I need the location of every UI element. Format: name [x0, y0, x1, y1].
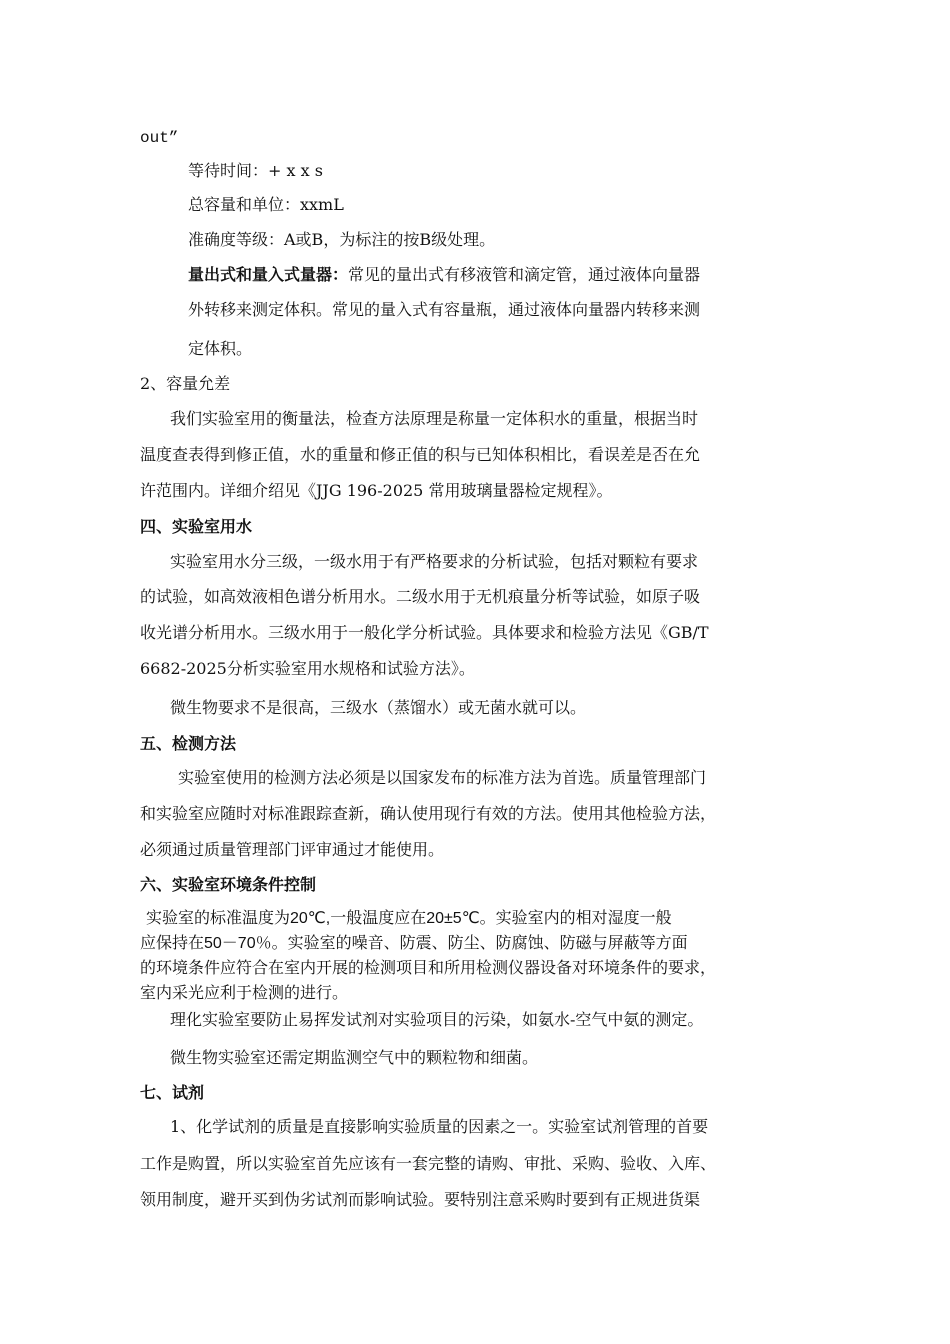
- text-line: 工作是购置，所以实验室首先应该有一套完整的请购、审批、采购、验收、入库、: [140, 1154, 717, 1173]
- text-line: 微生物要求不是很高，三级水（蒸馏水）或无菌水就可以。: [170, 698, 587, 717]
- term-heading: 量出式和量入式量器：: [188, 265, 349, 284]
- text-line: 总容量和单位：xxmL: [188, 195, 344, 214]
- text-line: 等待时间：+ x x s: [188, 161, 323, 180]
- text-line: 的试验，如高效液相色谱分析用水。二级水用于无机痕量分析等试验，如原子吸: [140, 587, 701, 606]
- text-line: 定体积。: [188, 339, 253, 358]
- text-line: 室内采光应利于检测的进行。: [140, 985, 349, 1002]
- text-line: 理化实验室要防止易挥发试剂对实验项目的污染，如氨水-空气中氨的测定。: [170, 1010, 704, 1029]
- text-line: 应保持在50－70％。实验室的噪音、防震、防尘、防腐蚀、防磁与屏蔽等方面: [140, 935, 688, 952]
- text-line: 实验室的标准温度为20℃,一般温度应在20±5℃。实验室内的相对湿度一般: [146, 910, 672, 927]
- text-line: 我们实验室用的衡量法，检查方法原理是称量一定体积水的重量，根据当时: [170, 409, 699, 428]
- text-line: 微生物实验室还需定期监测空气中的颗粒物和细菌。: [170, 1048, 539, 1067]
- text-line: 许范围内。详细介绍见《JJG 196-2025 常用玻璃量器检定规程》。: [140, 481, 613, 500]
- section-heading: 五、检测方法: [140, 734, 237, 753]
- text-line: 的环境条件应符合在室内开展的检测项目和所用检测仪器设备对环境条件的要求，: [140, 960, 717, 977]
- text-line: 2、容量允差: [140, 374, 231, 393]
- text-line: 温度查表得到修正值，水的重量和修正值的积与已知体积相比，看误差是否在允: [140, 445, 701, 464]
- section-heading: 四、实验室用水: [140, 517, 253, 536]
- text-line: 实验室使用的检测方法必须是以国家发布的标准方法为首选。质量管理部门: [178, 768, 707, 787]
- text-line: 实验室用水分三级，一级水用于有严格要求的分析试验，包括对颗粒有要求: [170, 552, 699, 571]
- text-line: [188, 264, 700, 286]
- term-definition: 常见的量出式有移液管和滴定管，通过液体向量器: [348, 265, 701, 284]
- text-line: 6682-2025分析实验室用水规格和试验方法》。: [140, 659, 475, 678]
- text-line: 必须通过质量管理部门评审通过才能使用。: [140, 840, 445, 859]
- text-line: 1、化学试剂的质量是直接影响实验质量的因素之一。实验室试剂管理的首要: [170, 1117, 709, 1136]
- section-heading: 七、试剂: [140, 1083, 205, 1102]
- text-line: 和实验室应随时对标准跟踪查新，确认使用现行有效的方法。使用其他检验方法，: [140, 804, 717, 823]
- text-line: 收光谱分析用水。三级水用于一般化学分析试验。具体要求和检验方法见《GB/T: [140, 623, 709, 642]
- text-line: 领用制度，避开买到伪劣试剂而影响试验。要特别注意采购时要到有正规进货渠: [140, 1190, 701, 1209]
- section-heading: 六、实验室环境条件控制: [140, 875, 317, 894]
- text-line: 准确度等级：A或B，为标注的按B级处理。: [188, 230, 496, 249]
- text-line: 外转移来测定体积。常见的量入式有容量瓶，通过液体向量器内转移来测: [188, 300, 701, 319]
- text-line: out”: [140, 129, 179, 147]
